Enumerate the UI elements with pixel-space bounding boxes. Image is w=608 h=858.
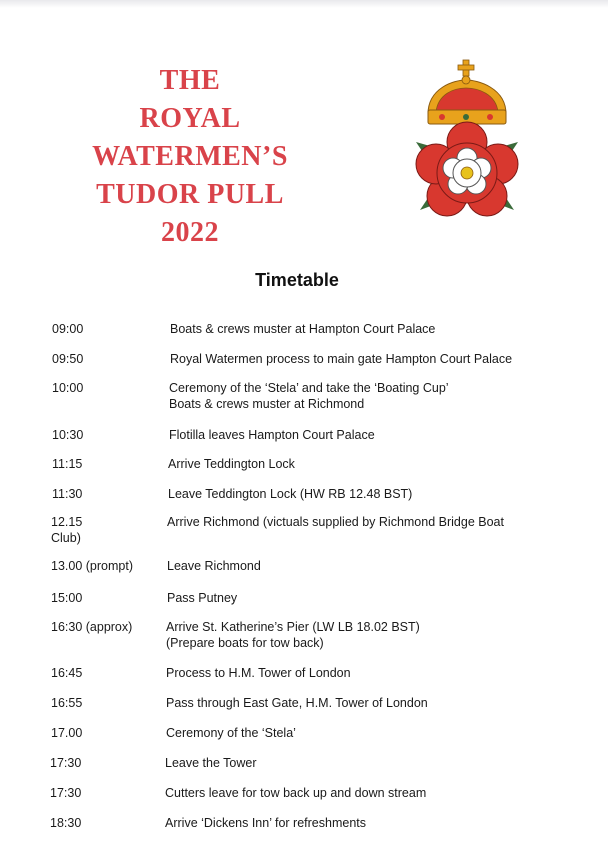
row-time: 17.00	[51, 726, 83, 740]
title-line-4: TUDOR PULL	[96, 179, 284, 210]
title-line-3: WATERMEN’S	[92, 141, 288, 172]
row-event: Flotilla leaves Hampton Court Palace	[169, 428, 375, 442]
row-time: 10:30	[52, 428, 84, 442]
row-event: Ceremony of the ‘Stela’	[166, 726, 296, 740]
row-time	[51, 514, 151, 546]
row-time: 09:00	[52, 322, 84, 336]
row-time: 17:30	[50, 786, 82, 800]
row-time: 17:30	[50, 756, 82, 770]
row-time-line-2: Club)	[51, 531, 81, 545]
row-time: 11:30	[52, 487, 83, 501]
row-time: 15:00	[51, 591, 83, 605]
row-event: Arrive Richmond (victuals supplied by Richmond Bridge Boat	[167, 515, 504, 529]
row-event: Arrive Teddington Lock	[168, 457, 295, 471]
row-time: 16:45	[51, 666, 83, 680]
row-event	[166, 619, 566, 651]
row-time: 18:30	[50, 816, 82, 830]
row-event-line-1: Ceremony of the ‘Stela’ and take the ‘Boating Cup’	[169, 381, 449, 395]
row-event: Boats & crews muster at Hampton Court Palace	[170, 322, 436, 336]
row-event-line-2: (Prepare boats for tow back)	[166, 636, 324, 650]
row-event: Pass Putney	[167, 591, 238, 605]
row-event: Leave Teddington Lock (HW RB 12.48 BST)	[168, 487, 413, 501]
row-time: 09:50	[52, 352, 84, 366]
row-time: 11:15	[52, 457, 83, 471]
row-time: 16:55	[51, 696, 83, 710]
tudor-rose-crown-icon	[414, 58, 520, 218]
row-event: Leave Richmond	[167, 559, 261, 573]
row-event-line-2: Boats & crews muster at Richmond	[169, 397, 365, 411]
row-time: 10:00	[52, 381, 84, 395]
event-title	[60, 62, 320, 252]
row-event: Pass through East Gate, H.M. Tower of London	[166, 696, 428, 710]
row-time: 16:30 (approx)	[51, 620, 133, 634]
row-event: Royal Watermen process to main gate Hampton Court Palace	[170, 352, 513, 366]
title-year: 2022	[161, 217, 219, 248]
row-event: Cutters leave for tow back up and down stream	[165, 786, 427, 800]
row-time-line-1: 12.15	[51, 515, 83, 529]
row-event: Leave the Tower	[165, 756, 257, 770]
row-event	[169, 380, 569, 412]
row-event: Arrive ‘Dickens Inn’ for refreshments	[165, 816, 366, 830]
timetable-heading: Timetable	[255, 270, 339, 290]
title-line-2: ROYAL	[139, 103, 241, 134]
title-line-1: THE	[159, 65, 221, 96]
row-time: 13.00 (prompt)	[51, 559, 133, 573]
row-event-line-1: Arrive St. Katherine’s Pier (LW LB 18.02 BST)	[166, 620, 420, 634]
row-event: Process to H.M. Tower of London	[166, 666, 351, 680]
page-edge	[0, 0, 608, 8]
